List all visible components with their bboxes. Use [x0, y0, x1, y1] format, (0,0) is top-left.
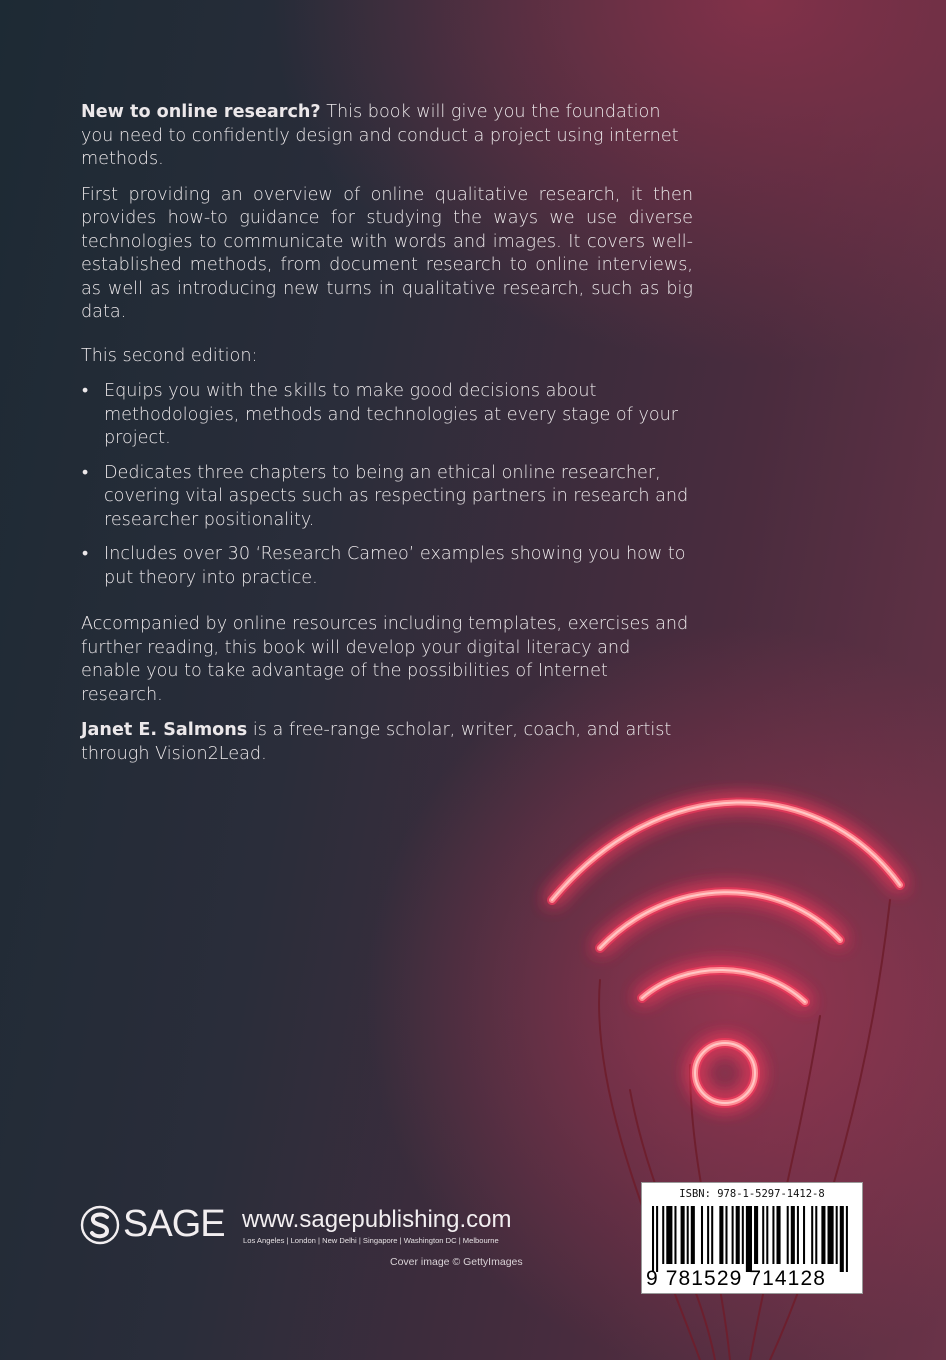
- barcode-bar: [681, 1206, 685, 1264]
- barcode-bar: [791, 1206, 795, 1264]
- barcode-bar: [815, 1206, 817, 1264]
- barcode-bar: [736, 1206, 740, 1264]
- barcode-bar: [776, 1206, 780, 1264]
- feature-item: • Includes over 30 ‘Research Cameo’ examples showing you how to put theory into practice.: [81, 543, 693, 590]
- barcode-bar: [674, 1206, 676, 1264]
- resources-paragraph: Accompanied by online resources including templates, exercises and further reading, this book will develop your digital literacy and enable you to take advantage of the possibilities of Internet research.: [81, 614, 689, 705]
- barcode-bars: [652, 1206, 852, 1272]
- barcode-bar: [811, 1206, 813, 1264]
- isbn-label: ISBN: 978-1-5297-1412-8: [679, 1188, 825, 1200]
- intro-rest: This book will give you the foundation you need to confidently design and conduct a project using internet methods.: [81, 102, 679, 169]
- cover-image-credit: Cover image © GettyImages: [390, 1256, 523, 1268]
- barcode-bar: [828, 1206, 834, 1264]
- barcode-bar: [691, 1206, 695, 1264]
- barcode-bar: [754, 1206, 758, 1264]
- author-bio: [81, 719, 693, 766]
- barcode-bar: [821, 1206, 825, 1264]
- feature-item: • Equips you with the skills to make good decisions about methodologies, methods and technologies at every stage of your project.: [81, 380, 693, 451]
- barcode-bar: [701, 1206, 703, 1264]
- barcode-bar: [732, 1206, 734, 1264]
- publisher-website[interactable]: www.sagepublishing.com: [242, 1206, 512, 1233]
- barcode-bar: [707, 1206, 709, 1264]
- barcode-bar: [742, 1206, 744, 1264]
- sage-wordmark: SAGE: [123, 1203, 225, 1245]
- barcode-bar: [662, 1206, 664, 1264]
- barcode-bar: [772, 1206, 774, 1264]
- sage-s-icon: [80, 1205, 120, 1245]
- barcode-bar: [787, 1206, 789, 1264]
- intro-paragraph: [81, 101, 693, 172]
- publisher-cities: Los Angeles | London | New Delhi | Singapore | Washington DC | Melbourne: [243, 1236, 499, 1245]
- barcode-bar: [797, 1206, 799, 1264]
- edition-lead: This second edition:: [81, 345, 258, 366]
- barcode-bar: [725, 1206, 727, 1264]
- barcode-bar: [803, 1206, 805, 1264]
- barcode-bar: [687, 1206, 689, 1264]
- barcode-bar: [719, 1206, 723, 1264]
- author-name: Janet E. Salmons: [81, 720, 248, 740]
- author-rest: is a free-range scholar, writer, coach, and artist through Vision2Lead.: [81, 720, 672, 764]
- barcode-bar: [652, 1206, 654, 1272]
- barcode-box: [641, 1182, 863, 1294]
- intro-bold: New to online research?: [81, 102, 321, 122]
- barcode-bar: [656, 1206, 658, 1272]
- barcode-bar: [836, 1206, 838, 1264]
- back-cover-copy: [81, 101, 693, 778]
- feature-item: • Dedicates three chapters to being an ethical online researcher, covering vital aspects such as respecting partners in research and researcher positionality.: [81, 462, 693, 533]
- barcode-bar: [711, 1206, 713, 1264]
- barcode-bar: [766, 1206, 768, 1264]
- barcode-bar: [762, 1206, 764, 1264]
- barcode-bar: [666, 1206, 672, 1264]
- feature-list: [81, 380, 693, 590]
- barcode-bar: [746, 1206, 752, 1272]
- overview-paragraph: First providing an overview of online qualitative research, it then provides how-to guidance for studying the ways we use diverse technologies to communicate with words and images. It covers well-established methods, from document research to online interviews, as well as introducing new turns in qualitative research, such as big data.: [81, 184, 693, 322]
- barcode-digits: 9 781529 714128: [646, 1267, 826, 1290]
- barcode-bar: [846, 1206, 848, 1272]
- barcode-bar: [840, 1206, 844, 1272]
- publisher-block: [80, 1205, 550, 1253]
